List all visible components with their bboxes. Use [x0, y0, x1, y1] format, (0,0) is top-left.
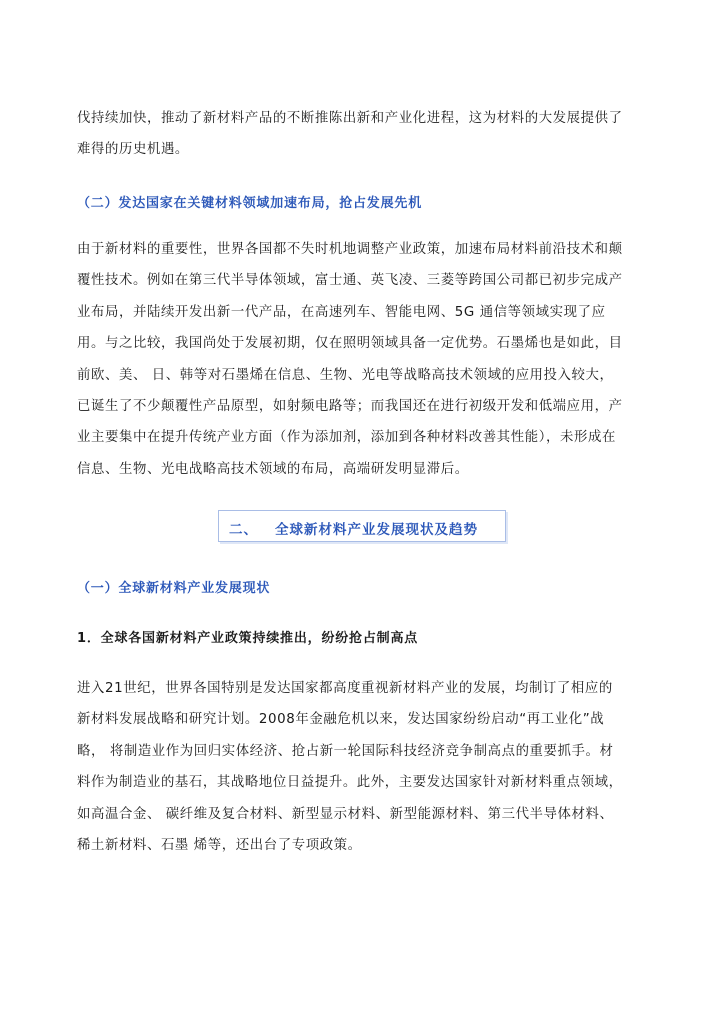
paragraph-line: 前欧、美、 日、韩等对石墨烯在信息、生物、光电等战略高技术领域的应用投入较大， — [77, 367, 614, 383]
subsection-1-heading: （一）全球新材料产业发展现状 — [77, 581, 271, 596]
section-title: 全球新材料产业发展现状及趋势 — [275, 522, 478, 538]
paragraph-line: 新材料发展战略和研究计划。2008年金融危机以来，发达国家纷纷启动“再工业化”战 — [77, 712, 605, 728]
paragraph-line: 稀土新材料、石墨 烯等，还出台了专项政策。 — [77, 838, 362, 854]
paragraph-line: 覆性技术。例如在第三代半导体领域，富士通、英飞凌、三菱等跨国公司都已初步完成产 — [77, 273, 623, 289]
point-1-paragraph — [77, 673, 649, 861]
subsection-2-heading: （二）发达国家在关键材料领域加速布局，抢占发展先机 — [77, 196, 423, 211]
paragraph-line: 难得的历史机遇。 — [77, 142, 189, 158]
paragraph-line: 用。与之比较，我国尚处于发展初期，仅在照明领域具备一定优势。石墨烯也是如此，目 — [77, 336, 623, 352]
paragraph-line: 料作为制造业的基石，其战略地位日益提升。此外，主要发达国家针对新材料重点领域， — [77, 775, 623, 791]
paragraph-line: 如高温合金、 碳纤维及复合材料、新型显示材料、新型能源材料、第三代半导体材料、 — [77, 806, 614, 822]
paragraph-line: 业主要集中在提升传统产业方面（作为添加剂，添加到各种材料改善其性能），未形成在 — [77, 430, 616, 446]
section-2-title-box — [218, 510, 506, 542]
subsection-2-paragraph — [77, 234, 649, 485]
paragraph-line: 进入21世纪，世界各国特别是发达国家都高度重视新材料产业的发展，均制订了相应的 — [77, 681, 613, 696]
paragraph-line: 信息、生物、光电战略高技术领域的布局，高端研发明显滞后。 — [77, 461, 469, 477]
intro-paragraph — [77, 103, 649, 166]
point-1-heading: 1．全球各国新材料产业政策持续推出，纷纷抢占制高点 — [77, 631, 419, 646]
paragraph-line: 业布局，并陆续开发出新一代产品，在高速列车、智能电网、5G 通信等领域实现了应 — [77, 304, 606, 320]
paragraph-line: 已诞生了不少颠覆性产品原型，如射频电路等；而我国还在进行初级开发和低端应用，产 — [77, 399, 623, 415]
paragraph-line: 略， 将制造业作为回归实体经济、抢占新一轮国际科技经济竞争制高点的重要抓手。材 — [77, 743, 614, 759]
paragraph-line: 伐持续加快，推动了新材料产品的不断推陈出新和产业化进程，这为材料的大发展提供了 — [77, 111, 623, 126]
section-number: 二、 — [229, 522, 258, 538]
paragraph-line: 由于新材料的重要性，世界各国都不失时机地调整产业政策，加速布局材料前沿技术和颠 — [77, 242, 623, 257]
